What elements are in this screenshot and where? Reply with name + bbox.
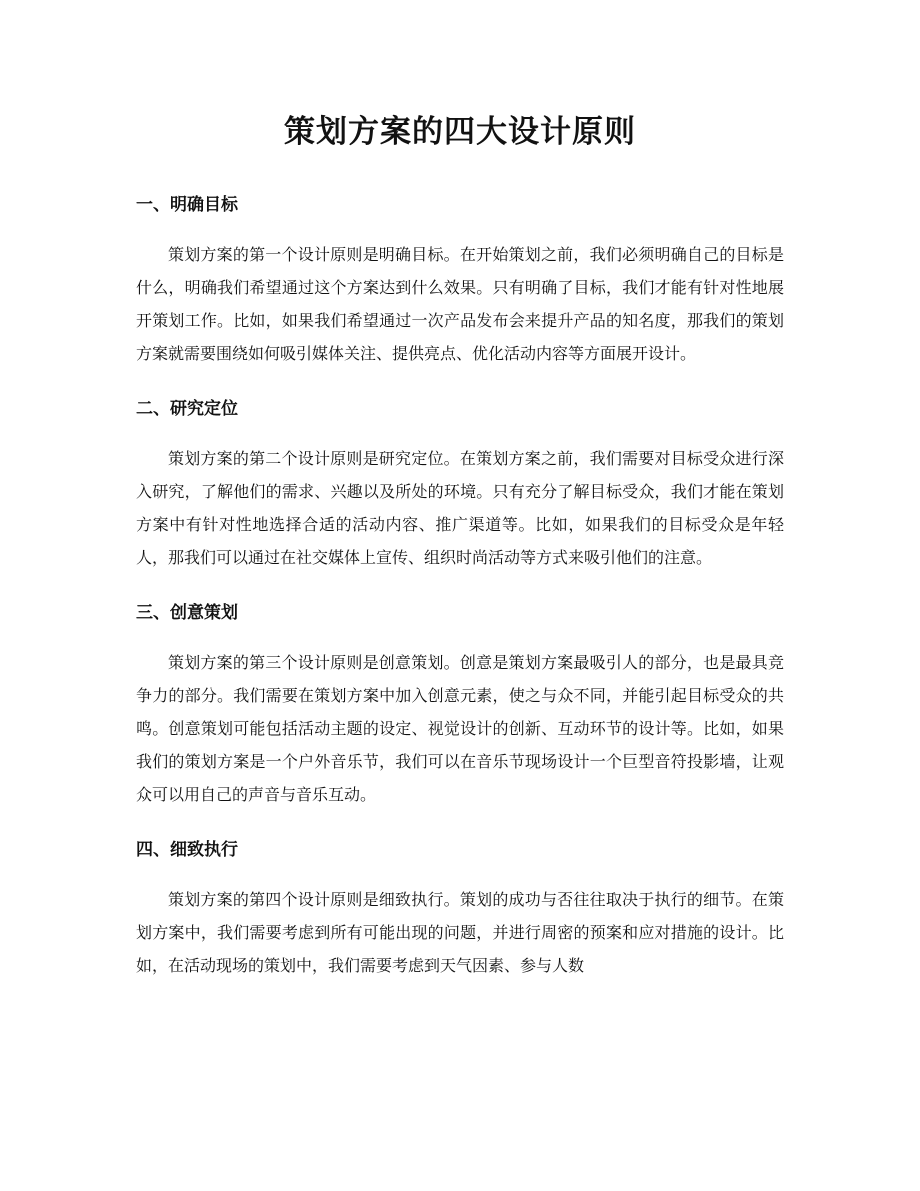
section-creative-planning xyxy=(136,600,784,811)
section-heading: 三、创意策划 xyxy=(136,603,238,623)
section-heading: 四、细致执行 xyxy=(136,840,238,860)
section-paragraph: 策划方案的第一个设计原则是明确目标。在开始策划之前，我们必须明确自己的目标是什么，明确我们希望通过这个方案达到什么效果。只有明确了目标，我们才能有针对性地展开策划工作。比如，如果我们希望通过一次产品发布会来提升产品的知名度，那我们的策划方案就需要围绕如何吸引媒体关注、提供亮点、优化活动内容等方面展开设计。 xyxy=(136,245,784,363)
section-paragraph: 策划方案的第二个设计原则是研究定位。在策划方案之前，我们需要对目标受众进行深入研究，了解他们的需求、兴趣以及所处的环境。只有充分了解目标受众，我们才能在策划方案中有针对性地选择合适的活动内容、推广渠道等。比如，如果我们的目标受众是年轻人，那我们可以通过在社交媒体上宣传、组织时尚活动等方式来吸引他们的注意。 xyxy=(136,449,784,567)
section-paragraph: 策划方案的第四个设计原则是细致执行。策划的成功与否往往取决于执行的细节。在策划方案中，我们需要考虑到所有可能出现的问题，并进行周密的预案和应对措施的设计。比如，在活动现场的策划中，我们需要考虑到天气因素、参与人数 xyxy=(136,890,784,975)
section-paragraph: 策划方案的第三个设计原则是创意策划。创意是策划方案最吸引人的部分，也是最具竞争力的部分。我们需要在策划方案中加入创意元素，使之与众不同，并能引起目标受众的共鸣。创意策划可能包括活动主题的设定、视觉设计的创新、互动环节的设计等。比如，如果我们的策划方案是一个户外音乐节，我们可以在音乐节现场设计一个巨型音符投影墙，让观众可以用自己的声音与音乐互动。 xyxy=(136,653,784,804)
section-heading: 二、研究定位 xyxy=(136,399,238,419)
section-detailed-execution xyxy=(136,837,784,982)
section-research-positioning xyxy=(136,396,784,574)
section-define-goals xyxy=(136,192,784,370)
section-heading: 一、明确目标 xyxy=(136,195,238,215)
document-title: 策划方案的四大设计原则 xyxy=(284,114,636,150)
